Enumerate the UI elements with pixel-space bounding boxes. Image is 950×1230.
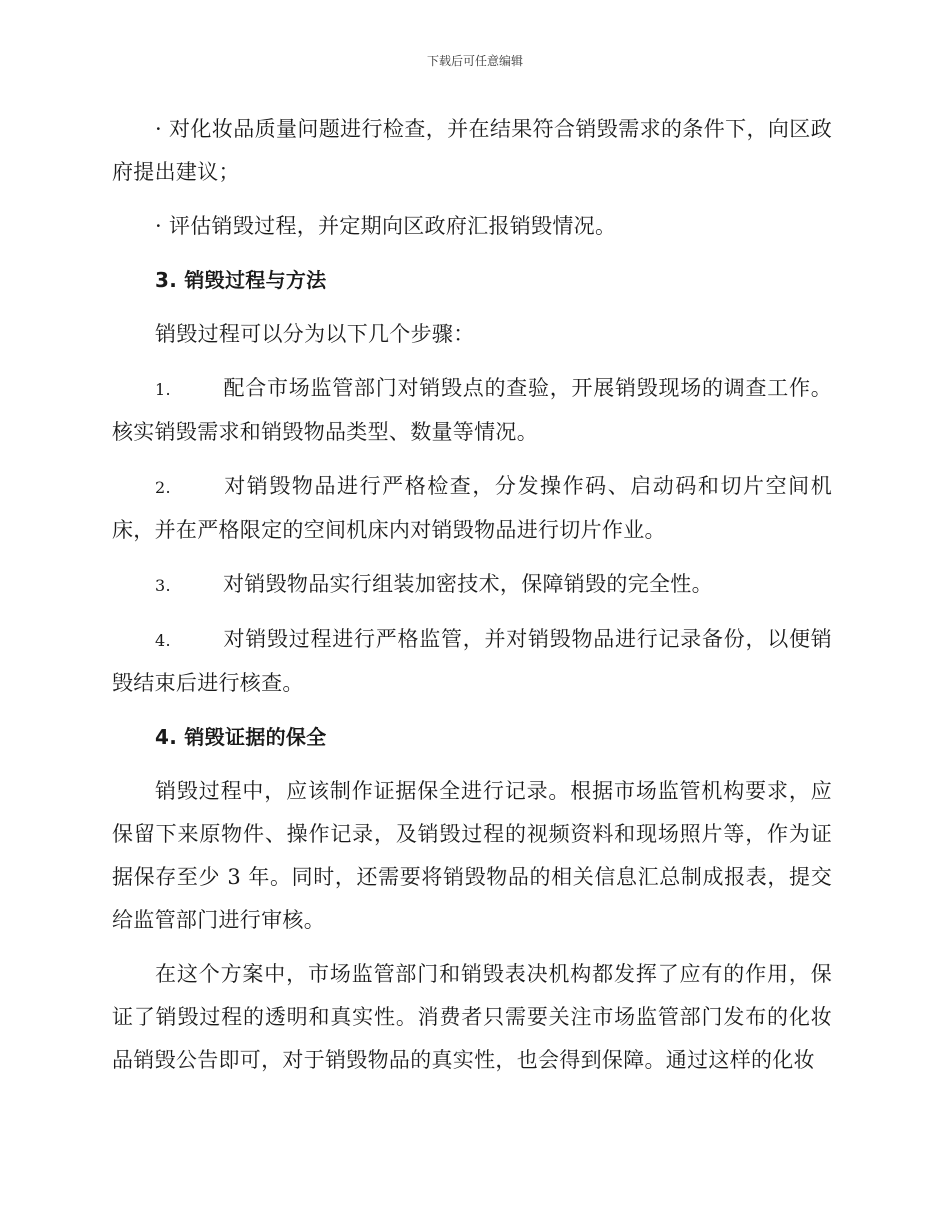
step-number: 2. (155, 478, 171, 497)
step-number: 4. (155, 631, 171, 650)
bullet-item-evaluate-process: · 评估销毁过程，并定期向区政府汇报销毁情况。 (155, 214, 617, 238)
section-intro-paragraph: 销毁过程可以分为以下几个步骤： (155, 322, 475, 346)
numbered-step (112, 465, 832, 552)
step-text: 对销毁物品实行组装加密技术，保障销毁的完全性。 (223, 572, 713, 596)
step-number: 3. (155, 576, 171, 595)
numbered-step (112, 367, 832, 454)
section-heading-destruction-process: 3. 销毁过程与方法 (155, 268, 327, 292)
step-number: 1. (155, 380, 171, 399)
step-text: 对销毁物品进行严格检查，分发操作码、启动码和切片空间机床，并在严格限定的空间机床内对销毁物品进行切片作业。 (112, 474, 832, 542)
section-heading-evidence-preservation: 4. 销毁证据的保全 (155, 725, 327, 749)
step-text: 对销毁过程进行严格监管，并对销毁物品进行记录备份，以便销毁结束后进行核查。 (112, 627, 832, 695)
page-header: 下载后可任意编辑 (426, 54, 523, 68)
document-body (112, 108, 832, 1082)
step-text: 配合市场监管部门对销毁点的查验，开展销毁现场的调查工作。核实销毁需求和销毁物品类型、数量等情况。 (112, 376, 832, 444)
body-paragraph: 在这个方案中，市场监管部门和销毁表决机构都发挥了应有的作用，保证了销毁过程的透明和真实性。消费者只需要关注市场监管部门发布的化妆品销毁公告即可，对于销毁物品的真实性，也会得到保障。通过这样的化妆 (112, 962, 832, 1072)
numbered-step (112, 563, 832, 607)
numbered-step (112, 618, 832, 705)
body-paragraph: 销毁过程中，应该制作证据保全进行记录。根据市场监管机构要求，应保留下来原物件、操作记录，及销毁过程的视频资料和现场照片等，作为证据保存至少 3 年。同时，还需要将销毁物品的相关信息汇总制成报表，提交给监管部门进行审核。 (112, 779, 832, 932)
bullet-item-quality-check: · 对化妆品质量问题进行检查，并在结果符合销毁需求的条件下，向区政府提出建议； (112, 117, 832, 184)
